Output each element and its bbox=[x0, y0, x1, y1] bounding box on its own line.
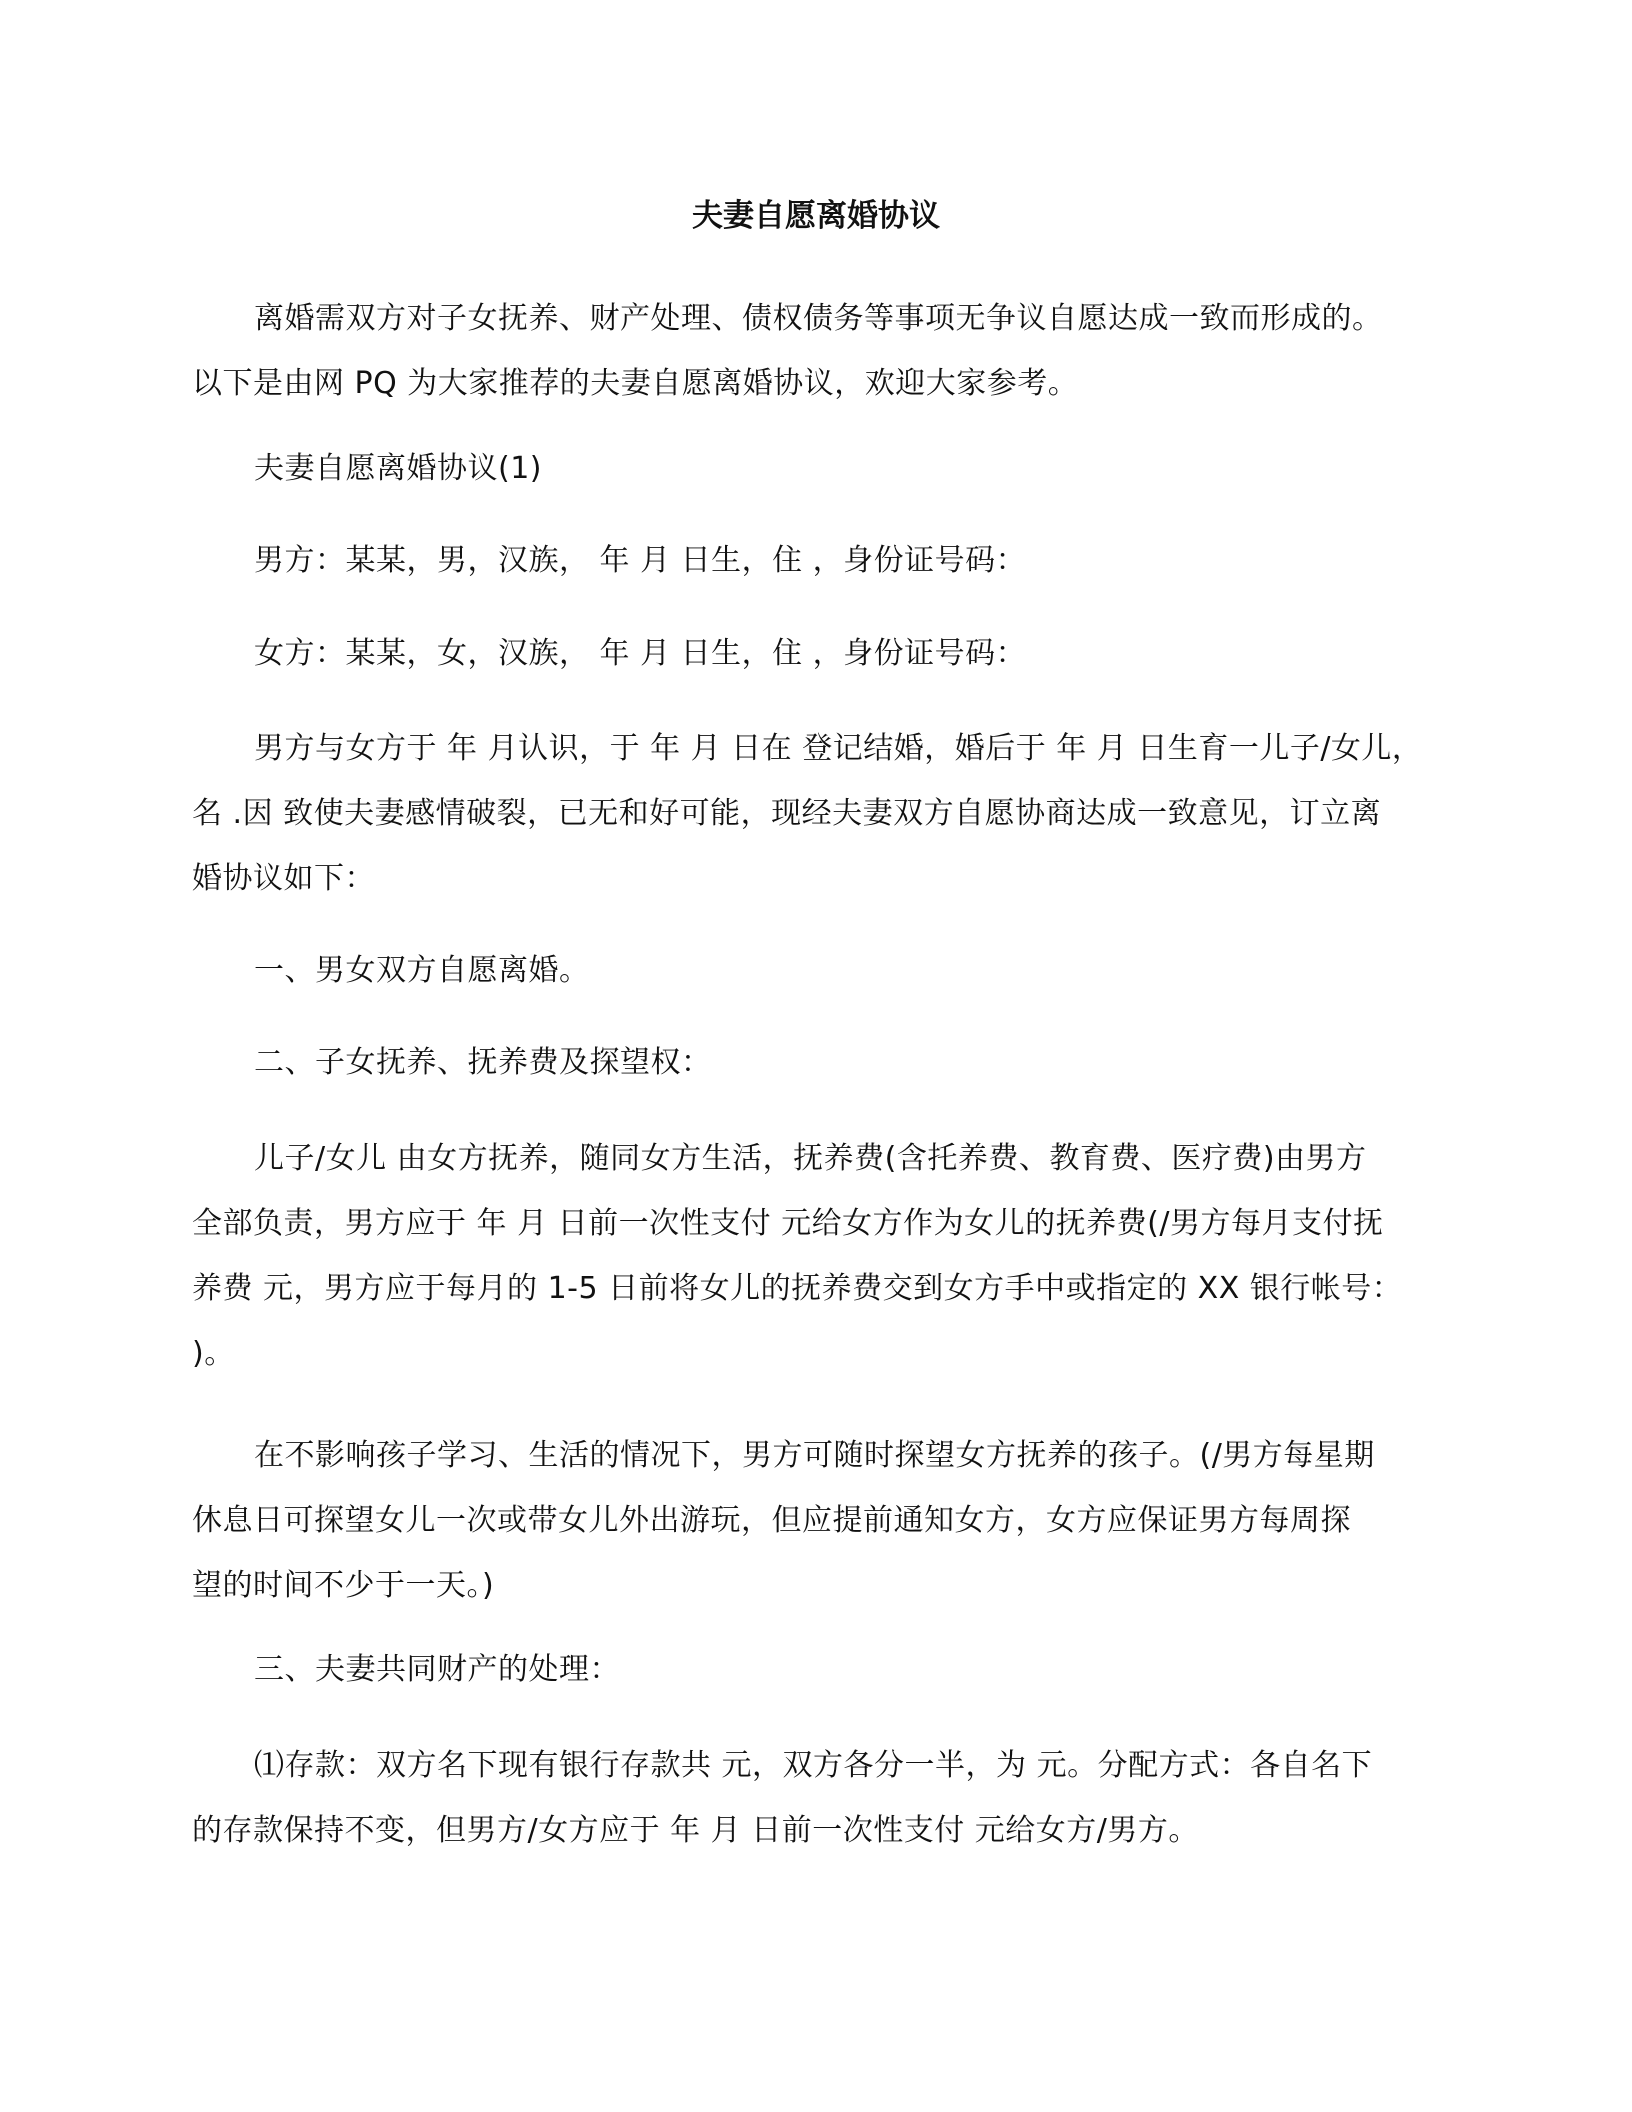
savings-line-1: ⑴存款：双方名下现有银行存款共 元，双方各分一半，为 元。分配方式：各自名下 bbox=[254, 1748, 1373, 1783]
savings-paragraph bbox=[192, 1733, 1372, 1863]
female-party-info: 女方：某某，女，汉族， 年 月 日生，住 ，身份证号码： bbox=[254, 636, 1027, 671]
intro-line-2: 以下是由网 PQ 为大家推荐的夫妻自愿离婚协议，欢迎大家参考。 bbox=[192, 366, 1079, 401]
visitation-line-1: 在不影响孩子学习、生活的情况下，男方可随时探望女方抚养的孩子。(/男方每星期 bbox=[254, 1438, 1375, 1473]
male-party-info: 男方：某某，男，汉族， 年 月 日生，住 ，身份证号码： bbox=[254, 543, 1027, 578]
section-two-heading: 二、子女抚养、抚养费及探望权： bbox=[254, 1045, 712, 1080]
background-line-1: 男方与女方于 年 月认识，于 年 月 日在 登记结婚，婚后于 年 月 日生育一儿子/女儿， bbox=[254, 731, 1423, 766]
visitation-line-2: 休息日可探望女儿一次或带女儿外出游玩，但应提前通知女方，女方应保证男方每周探 bbox=[192, 1503, 1351, 1538]
intro-paragraph bbox=[192, 286, 1383, 416]
custody-line-2: 全部负责，男方应于 年 月 日前一次性支付 元给女方作为女儿的抚养费(/男方每月支付抚 bbox=[192, 1206, 1384, 1241]
custody-paragraph bbox=[192, 1126, 1402, 1386]
custody-line-1: 儿子/女儿 由女方抚养，随同女方生活，抚养费(含托养费、教育费、医疗费)由男方 bbox=[254, 1141, 1367, 1176]
intro-line-1: 离婚需双方对子女抚养、财产处理、债权债务等事项无争议自愿达成一致而形成的。 bbox=[254, 301, 1383, 336]
section-one-heading: 一、男女双方自愿离婚。 bbox=[254, 953, 590, 988]
background-line-3: 婚协议如下： bbox=[192, 861, 375, 896]
savings-line-2: 的存款保持不变，但男方/女方应于 年 月 日前一次性支付 元给女方/男方。 bbox=[192, 1813, 1199, 1848]
custody-line-3: 养费 元，男方应于每月的 1-5 日前将女儿的抚养费交到女方手中或指定的 XX 银行帐号： bbox=[192, 1271, 1403, 1306]
background-paragraph bbox=[192, 716, 1422, 911]
visitation-line-3: 望的时间不少于一天。) bbox=[192, 1568, 495, 1603]
custody-line-4: )。 bbox=[192, 1336, 235, 1371]
section-three-heading: 三、夫妻共同财产的处理： bbox=[254, 1652, 620, 1687]
document-title: 夫妻自愿离婚协议 bbox=[692, 198, 940, 234]
background-line-2: 名 .因 致使夫妻感情破裂，已无和好可能，现经夫妻双方自愿协商达成一致意见，订立离 bbox=[192, 796, 1382, 831]
agreement-subtitle: 夫妻自愿离婚协议(1) bbox=[254, 451, 542, 486]
visitation-paragraph bbox=[192, 1423, 1375, 1618]
